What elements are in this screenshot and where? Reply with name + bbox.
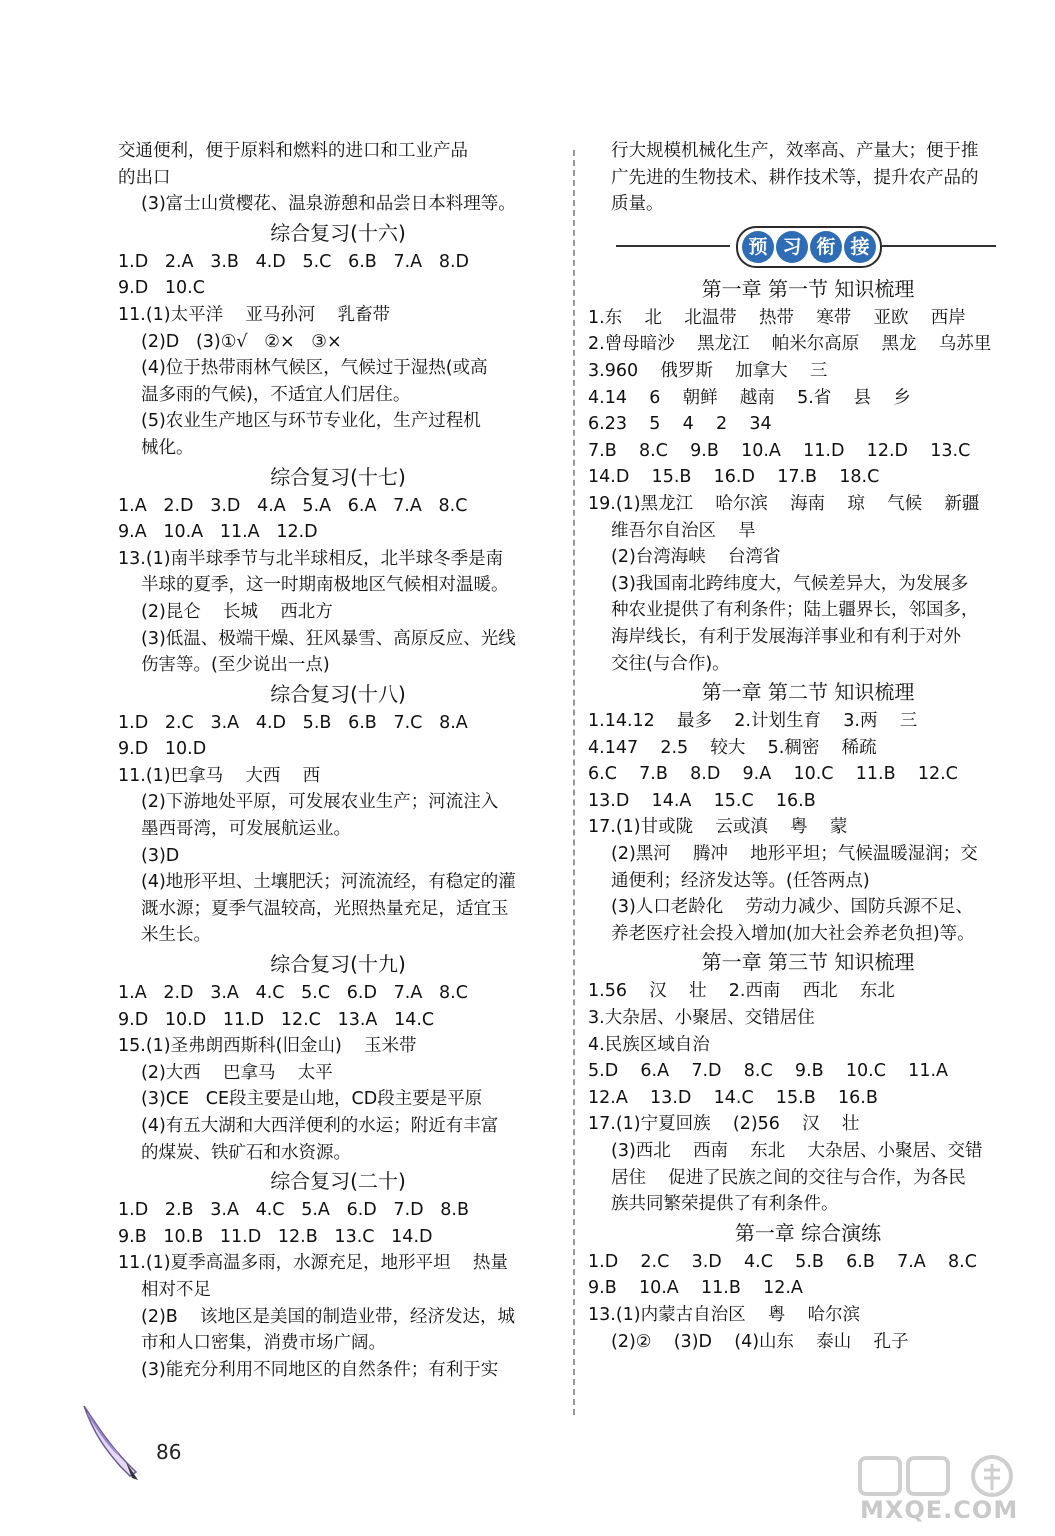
answer-line: 养老医疗社会投入增加(加大社会养老负担)等。 <box>611 923 975 944</box>
answer-line: (2)昆仑 长城 西北方 <box>141 601 333 622</box>
answer-line: 9.D 10.D 11.D 12.C 13.A 14.C <box>118 1009 435 1030</box>
answer-line: 19.(1)黑龙江 哈尔滨 海南 琼 气候 新疆 <box>588 493 980 514</box>
answer-line: 17.(1)宁夏回族 (2)56 汉 壮 <box>588 1114 860 1135</box>
right-column <box>588 138 1028 1355</box>
answer-line: (4)有五大湖和大西洋便利的水运；附近有丰富 <box>141 1116 499 1136</box>
section-heading: 综合复习(十六) <box>270 220 406 245</box>
answer-line: 1.D 2.B 3.A 4.C 5.A 6.D 7.D 8.B <box>118 1200 469 1221</box>
answer-line: 墨西哥湾，可发展航运业。 <box>141 819 351 840</box>
answer-line: 6.23 5 4 2 34 <box>588 414 772 435</box>
answer-line: 1.56 汉 壮 2.西南 西北 东北 <box>588 981 895 1002</box>
banner-title <box>736 226 882 268</box>
answer-line: (5)农业生产地区与环节专业化，生产过程机 <box>141 411 481 432</box>
answer-line: 13.D 14.A 15.C 16.B <box>588 790 816 811</box>
answer-line: 的出口 <box>118 167 171 188</box>
answer-line: 7.B 8.C 9.B 10.A 11.D 12.D 13.C <box>588 440 971 461</box>
banner-char: 接 <box>844 231 876 263</box>
page-number: 86 <box>156 1440 182 1464</box>
answer-line: 6.C 7.B 8.D 9.A 10.C 11.B 12.C <box>588 764 958 785</box>
answer-line: 市和人口密集，消费市场广阔。 <box>141 1333 386 1354</box>
answer-line: 居住 促进了民族之间的交往与合作，为各民 <box>611 1167 966 1188</box>
answer-line: 1.D 2.C 3.A 4.D 5.B 6.B 7.C 8.A <box>118 712 468 733</box>
answer-line: 海岸线长，有利于发展海洋事业和有利于对外 <box>611 626 961 647</box>
answer-line: 械化。 <box>141 437 194 458</box>
left-column <box>118 138 558 1383</box>
answer-line: (4)位于热带雨林气候区，气候过于湿热(或高 <box>141 358 488 379</box>
answer-line: 14.D 15.B 16.D 17.B 18.C <box>588 467 880 488</box>
answer-line: 交通便利，便于原料和燃料的进口和工业产品 <box>118 141 468 161</box>
column-divider <box>573 150 575 1415</box>
answer-line: 15.(1)圣弗朗西斯科(旧金山) 玉米带 <box>118 1036 417 1057</box>
answer-line: 伤害等。(至少说出一点) <box>141 655 330 676</box>
answer-line: (2)B 该地区是美国的制造业带，经济发达，城 <box>141 1306 516 1327</box>
answer-line: 维吾尔自治区 旱 <box>611 520 756 541</box>
section-heading: 第一章 第一节 知识梳理 <box>701 276 915 301</box>
answer-line: 2.曾母暗沙 黑龙江 帕米尔高原 黑龙 乌苏里 <box>588 334 992 355</box>
answer-line: 1.14.12 最多 2.计划生育 3.两 三 <box>588 711 918 732</box>
answer-line: 17.(1)甘或陇 云或滇 粤 蒙 <box>588 817 848 838</box>
answer-line: 13.(1)南半球季节与北半球相反，北半球冬季是南 <box>118 548 504 569</box>
answer-line: (2)下游地处平原，可发展农业生产；河流注入 <box>141 792 499 813</box>
answer-line: 米生长。 <box>141 925 211 946</box>
section-heading: 第一章 第二节 知识梳理 <box>701 680 915 705</box>
answer-line: 9.A 10.A 11.A 12.D <box>118 522 318 543</box>
answer-line: (3)富士山赏樱花、温泉游憩和品尝日本料理等。 <box>141 194 516 215</box>
banner-char: 衔 <box>810 231 842 263</box>
answer-line: (2)② (3)D (4)山东 泰山 孔子 <box>611 1331 909 1352</box>
answer-line: (3)低温、极端干燥、狂风暴雪、高原反应、光线 <box>141 628 516 649</box>
answer-line: (3)我国南北跨纬度大，气候差异大，为发展多 <box>611 573 969 594</box>
section-heading: 综合复习(十七) <box>270 464 406 489</box>
banner-char: 习 <box>776 231 808 263</box>
answer-line: 1.D 2.A 3.B 4.D 5.C 6.B 7.A 8.D <box>118 251 469 272</box>
answer-line: 族共同繁荣提供了有利条件。 <box>611 1194 839 1215</box>
answer-line: (3)能充分利用不同地区的自然条件；有利于实 <box>141 1359 499 1380</box>
answer-line: (3)CE CE段主要是山地，CD段主要是平原 <box>141 1089 483 1110</box>
answer-line: 13.(1)内蒙古自治区 粤 哈尔滨 <box>588 1304 861 1325</box>
answer-line: 3.960 俄罗斯 加拿大 三 <box>588 360 828 381</box>
section-banner <box>588 218 1028 274</box>
watermark <box>856 1452 1046 1532</box>
section-heading: 第一章 综合演练 <box>734 1220 882 1245</box>
section-heading: 综合复习(十八) <box>270 681 406 706</box>
answer-line: 11.(1)巴拿马 大西 西 <box>118 765 321 786</box>
answer-line: (3)人口老龄化 劳动力减少、国防兵源不足、 <box>611 897 974 918</box>
answer-line: 9.B 10.A 11.B 12.A <box>588 1278 803 1299</box>
answer-line: 12.A 13.D 14.C 15.B 16.B <box>588 1087 878 1108</box>
answer-line: (2)台湾海峡 台湾省 <box>611 547 781 568</box>
answer-line: 相对不足 <box>141 1279 211 1300</box>
answer-line: (2)D (3)①√ ②× ③× <box>141 331 342 352</box>
answer-line: 半球的夏季，这一时期南极地区气候相对温暖。 <box>141 575 509 596</box>
watermark-logo-icon <box>856 1452 1046 1500</box>
answer-line: (4)地形平坦、土壤肥沃；河流流经，有稳定的灌 <box>141 872 516 893</box>
banner-char: 预 <box>742 231 774 263</box>
answer-line: 1.A 2.D 3.A 4.C 5.C 6.D 7.A 8.C <box>118 983 468 1004</box>
section-heading: 综合复习(二十) <box>270 1169 406 1194</box>
answer-line: 5.D 6.A 7.D 8.C 9.B 10.C 11.A <box>588 1061 948 1082</box>
answer-line: 溉水源；夏季气温较高，光照热量充足，适宜玉 <box>141 898 509 919</box>
answer-line: 9.B 10.B 11.D 12.B 13.C 14.D <box>118 1226 433 1247</box>
section-heading: 综合复习(十九) <box>270 952 406 977</box>
answer-line: 交往(与合作)。 <box>611 653 730 674</box>
answer-line: 行大规模机械化生产，效率高、产量大；便于推 <box>611 141 979 161</box>
answer-line: 1.A 2.D 3.D 4.A 5.A 6.A 7.A 8.C <box>118 495 468 516</box>
banner-rule-right <box>882 245 996 247</box>
answer-line: 4.14 6 朝鲜 越南 5.省 县 乡 <box>588 387 911 408</box>
answer-line: 通便利；经济发达等。(任答两点) <box>611 870 870 891</box>
answer-line: (2)黑河 腾冲 地形平坦；气候温暖湿润；交 <box>611 844 978 865</box>
watermark-text: MXQE.COM <box>860 1496 1019 1524</box>
answer-line: 广先进的生物技术、耕作技术等，提升农产品的 <box>611 167 979 188</box>
answer-line: 1.D 2.C 3.D 4.C 5.B 6.B 7.A 8.C <box>588 1251 977 1272</box>
answer-line: 11.(1)太平洋 亚马孙河 乳畜带 <box>118 304 391 325</box>
answer-line: 9.D 10.D <box>118 739 207 760</box>
answer-line: 1.东 北 北温带 热带 寒带 亚欧 西岸 <box>588 307 966 328</box>
answer-line: 9.D 10.C <box>118 278 205 299</box>
answer-line: (3)西北 西南 东北 大杂居、小聚居、交错 <box>611 1141 983 1161</box>
pen-icon <box>80 1400 150 1490</box>
section-heading: 第一章 第三节 知识梳理 <box>701 950 915 975</box>
answer-line: 温多雨的气候)，不适宜人们居住。 <box>141 384 411 405</box>
answer-line: (2)大西 巴拿马 太平 <box>141 1062 333 1083</box>
answer-line: 4.147 2.5 较大 5.稠密 稀疏 <box>588 737 877 758</box>
answer-line: 11.(1)夏季高温多雨，水源充足，地形平坦 热量 <box>118 1253 508 1274</box>
answer-line: 3.大杂居、小聚居、交错居住 <box>588 1008 815 1029</box>
answer-line: 的煤炭、铁矿石和水资源。 <box>141 1142 351 1163</box>
answer-line: 种农业提供了有利条件；陆上疆界长，邻国多， <box>611 600 979 621</box>
answer-line: (3)D <box>141 845 180 866</box>
answer-line: 4.民族区域自治 <box>588 1034 710 1055</box>
banner-rule-left <box>616 245 730 247</box>
answer-line: 质量。 <box>611 194 664 215</box>
